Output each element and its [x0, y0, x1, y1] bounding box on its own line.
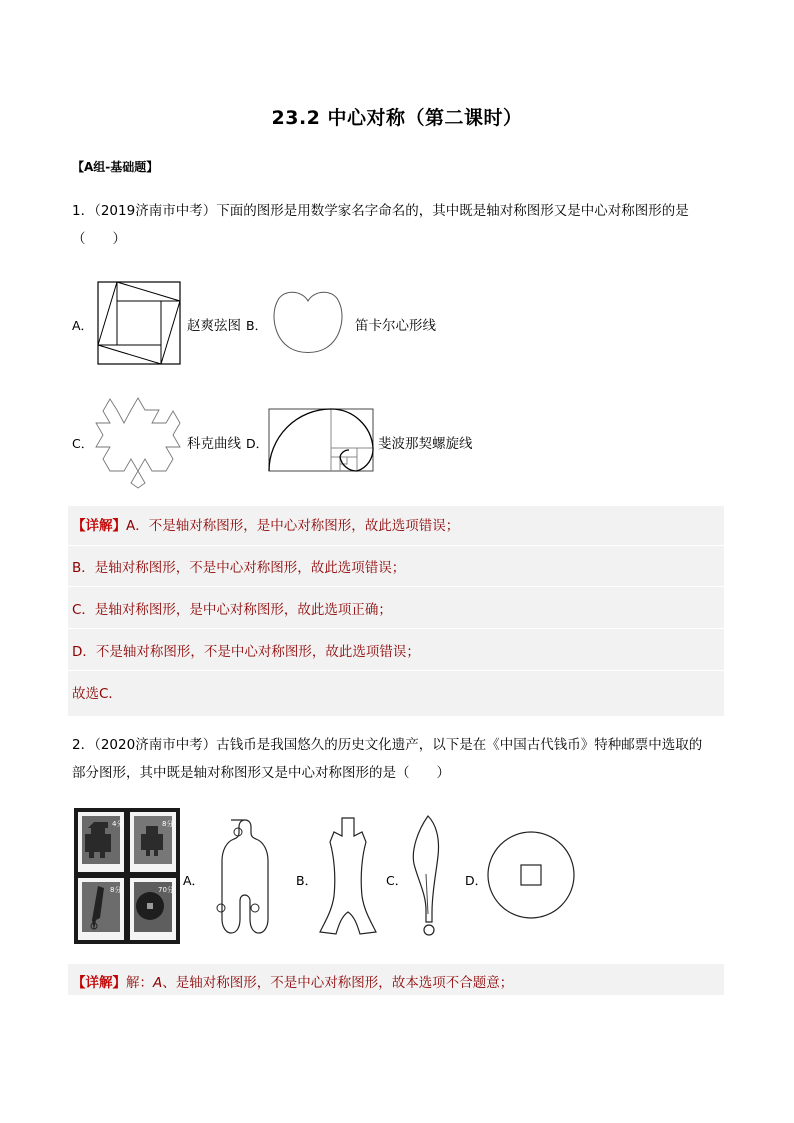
spade-coin-b-figure: [318, 816, 378, 936]
question-2-line1: 2．（2020济南市中考）古钱币是我国悠久的历史文化遗产，以下是在《中国古代钱币》特种邮票中选取的: [72, 737, 703, 753]
stamp-value-2: 8分: [162, 820, 174, 828]
q1-option-b-letter: B．: [246, 318, 268, 333]
q1-option-c-letter: C．: [72, 436, 94, 451]
q2-option-d-letter: D．: [465, 873, 488, 888]
q1-answer-head: 【详解】: [72, 518, 126, 534]
stamp-value-4: 70分: [158, 886, 174, 894]
q2-answer-box: [68, 964, 724, 995]
q1-answer-line-4: D．不是轴对称图形，不是中心对称图形，故此选项错误；: [72, 644, 420, 660]
knife-coin-figure: [408, 814, 448, 938]
spade-coin-a-figure: [203, 818, 273, 936]
q1-option-d-letter: D．: [246, 436, 269, 451]
q2-option-a-letter: A．: [183, 873, 205, 888]
fibonacci-spiral-figure: [268, 408, 374, 472]
q1-answer-line-3: C．是轴对称图形，是中心对称图形，故此选项正确；: [72, 602, 392, 618]
question-2-line2: 部分图形，其中既是轴对称图形又是中心对称图形的是（ ）: [72, 765, 450, 781]
q1-answer-box: [68, 506, 724, 716]
q1-option-a-caption: 赵爽弦图: [187, 318, 241, 334]
stamp-value-3: 8分: [110, 886, 122, 894]
q1-answer-line-2: B．是轴对称图形，不是中心对称图形，故此选项错误；: [72, 560, 406, 576]
q2-answer-line-1: 【详解】解：A、是轴对称图形，不是中心对称图形，故本选项不合题意；: [72, 975, 514, 991]
cardioid-figure: [270, 288, 346, 356]
question-1-text: [72, 199, 732, 251]
q1-option-b-caption: 笛卡尔心形线: [355, 318, 436, 334]
q2-option-c-letter: C．: [386, 873, 408, 888]
page-title: 23.2 中心对称（第二课时）: [271, 107, 523, 129]
q1-option-a-letter: A．: [72, 318, 94, 333]
q2-answer-head: 【详解】: [72, 975, 126, 991]
q2-option-b-letter: B．: [296, 873, 318, 888]
zhao-shuang-diagram-figure: [97, 281, 181, 365]
round-coin-figure: [486, 830, 576, 920]
q1-answer-line-1: 【详解】A．不是轴对称图形，是中心对称图形，故此选项错误；: [72, 518, 460, 534]
group-label: 【A组-基础题】: [72, 160, 159, 174]
q1-answer-line-5: 故选C．: [72, 686, 122, 702]
question-1-line1: 1．（2019济南市中考）下面的图形是用数学家名字命名的，其中既是轴对称图形又是中心对称图形的是: [72, 203, 689, 219]
question-2-text: [72, 733, 732, 785]
stamp-value-1: 4分: [112, 820, 124, 828]
q1-option-c-caption: 科克曲线: [187, 436, 241, 452]
stamps-image: [74, 808, 180, 944]
koch-snowflake-figure: [94, 396, 182, 490]
q1-option-d-caption: 斐波那契螺旋线: [378, 436, 473, 452]
question-1-line2: （ ）: [72, 231, 126, 247]
